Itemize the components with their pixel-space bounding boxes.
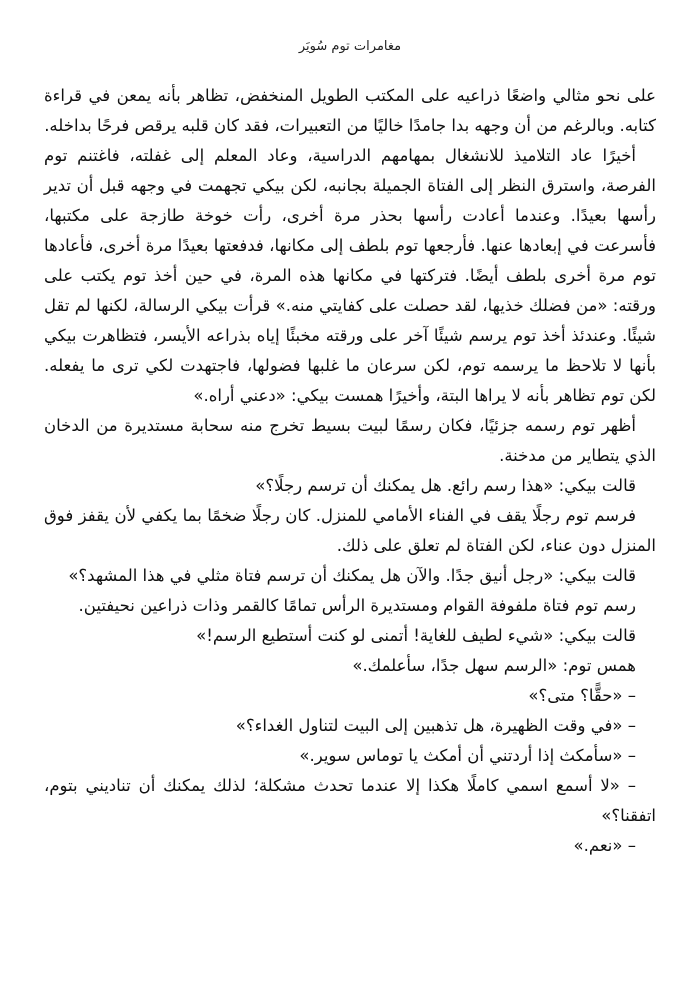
paragraph: أظهر توم رسمه جزئيًا، فكان رسمًا لبيت بسيط تخرج منه سحابة مستديرة من الدخان الذي يتطاير من مدخنة.	[44, 416, 656, 465]
paragraph: همس توم: «الرسم سهل جدًا، سأعلمك.»	[352, 656, 636, 675]
paragraph: – «لا أسمع اسمي كاملًا هكذا إلا عندما تحدث مشكلة؛ لذلك يمكنك أن تناديني بتوم، اتفقنا؟»	[44, 776, 656, 825]
paragraph: – «سأمكث إذا أردتني أن أمكث يا توماس سوير.»	[299, 746, 636, 765]
body-text	[44, 81, 656, 861]
paragraph: قالت بيكي: «شيء لطيف للغاية! أتمنى لو كنت أستطيع الرسم!»	[196, 626, 636, 645]
paragraph: على نحو مثالي واضعًا ذراعيه على المكتب الطويل المنخفض، تظاهر بأنه يمعن في قراءة كتابه. وبالرغم من أن وجهه بدا جامدًا خاليًا من التعبيرات، فقد كان قلبه يرقص فرحًا بداخله.	[44, 86, 656, 135]
running-header: مغامرات توم سُويَر	[298, 39, 402, 54]
paragraph: – «في وقت الظهيرة، هل تذهبين إلى البيت لتناول الغداء؟»	[235, 716, 636, 735]
paragraph: فرسم توم رجلًا يقف في الفناء الأمامي للمنزل. كان رجلًا ضخمًا بما يكفي لأن يقفز فوق المنزل دون عناء، لكن الفتاة لم تعلق على ذلك.	[44, 506, 656, 555]
paragraph: قالت بيكي: «رجل أنيق جدًا. والآن هل يمكنك أن ترسم فتاة مثلي في هذا المشهد؟»	[68, 566, 636, 585]
paragraph: – «نعم.»	[573, 836, 636, 855]
paragraph: قالت بيكي: «هذا رسم رائع. هل يمكنك أن ترسم رجلًا؟»	[255, 476, 636, 495]
paragraph: أخيرًا عاد التلاميذ للانشغال بمهامهم الدراسية، وعاد المعلم إلى غفلته، فاغتنم توم الفرصة، واسترق النظر إلى الفتاة الجميلة بجانبه، لكن بيكي تجهمت في وجهه قبل أن تدير رأسها بعيدًا. وعندما أعادت رأسها بحذر مرة أخرى، رأت خوخة طازجة على مكتبها، فأسرعت في إبعادها عنها. فأرجعها توم بلطف إلى مكانها، فدفعتها بعيدًا مرة أخرى، فأعادها توم مرة أخرى بلطف أيضًا. فتركتها في مكانها هذه المرة، في حين أخذ توم يكتب على ورقته: «من فضلك خذيها، لقد حصلت على كفايتي منه.» قرأت بيكي الرسالة، لكنها لم تقل شيئًا. وعندئذ أخذ توم يرسم شيئًا آخر على ورقته مخبئًا إياه بذراعه الأيسر، فتظاهرت بيكي بأنها لا تلاحظ ما يرسمه توم، لكن سرعان ما غلبها فضولها، فاجتهدت لكي ترى ما يفعله. لكن توم تظاهر بأنه لا يراها البتة، وأخيرًا همست بيكي: «دعني أراه.»	[44, 146, 656, 405]
paragraph: – «حقًّا؟ متى؟»	[528, 686, 636, 705]
paragraph: رسم توم فتاة ملفوفة القوام ومستديرة الرأس تمامًا كالقمر وذات ذراعين نحيفتين.	[78, 596, 636, 615]
